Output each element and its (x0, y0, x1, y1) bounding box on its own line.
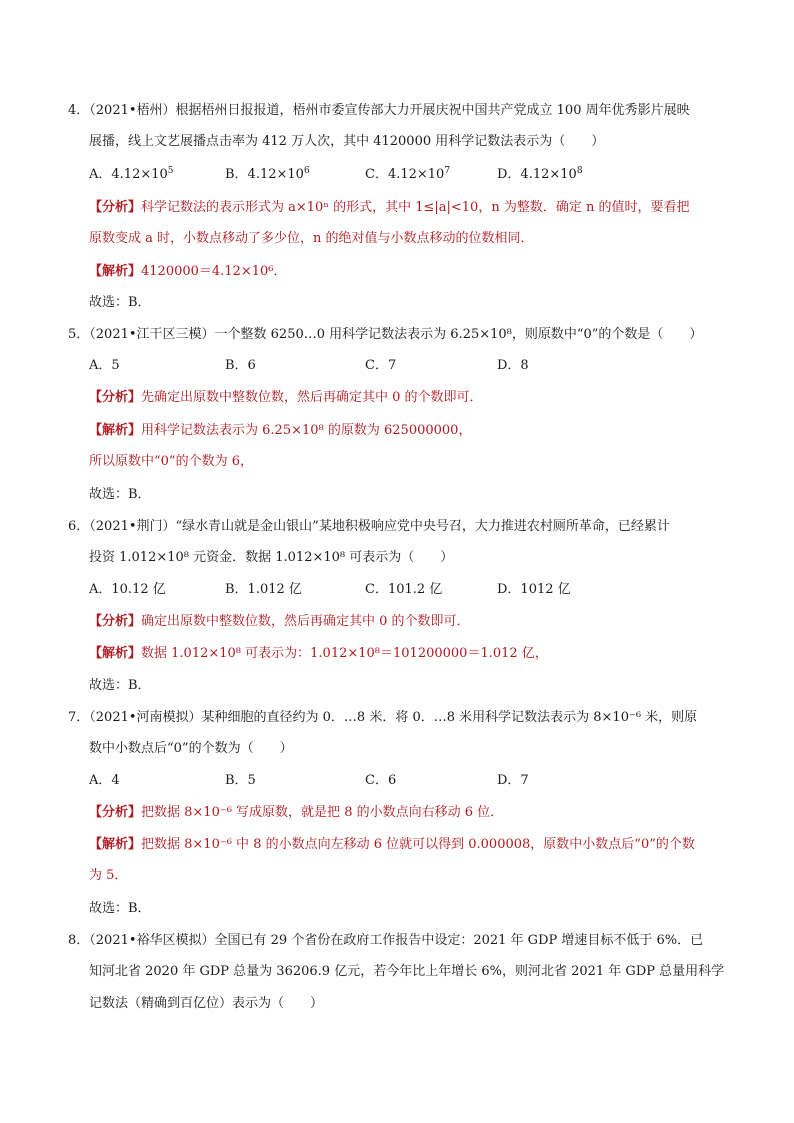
solution-tag: 【解析】 (89, 264, 142, 279)
q4-analysis-line-2: 原数变成 a 时，小数点移动了多少位，n 的绝对值与小数点移动的位数相同． (89, 231, 534, 246)
q7-analysis: 【分析】把数据 8×10⁻⁶ 写成原数，就是把 8 的小数点向右移动 6 位． (89, 805, 504, 820)
q7-stem-line-2: 数中小数点后“0”的个数为（ ） (89, 741, 293, 756)
q7-solution-line-1: 【解析】把数据 8×10⁻⁶ 中 8 的小数点向左移动 6 位就可以得到 0.000008，原数中小数点后“0”的个数 (89, 837, 695, 852)
q4-option-c: C．$4.12\times 10^7$ (365, 166, 451, 182)
analysis-tag: 【分析】 (89, 200, 142, 215)
solution-tag: 【解析】 (89, 837, 142, 852)
q6-stem-line-1: 6．（2021•荆门）“绿水青山就是金山银山”某地积极响应党中央号召，大力推进农村厕所革命，已经累计 (68, 519, 670, 534)
q6-option-d: D．1012 亿 (497, 582, 571, 597)
q7-stem-line-1: 7．（2021•河南模拟）某种细胞的直径约为 0．…8 米．将 0．…8 米用科学记数法表示为 8×10⁻⁶ 米，则原 (68, 710, 698, 725)
q8-stem-line-1: 8．（2021•裕华区模拟）全国已有 29 个省份在政府工作报告中设定：2021 年 GDP 增速目标不低于 6%．已 (68, 933, 704, 948)
q4-answer: 故选：B． (89, 295, 151, 310)
q5-solution-line-1: 【解析】用科学记数法表示为 6.25×10⁸ 的原数为 625000000， (89, 423, 472, 438)
q5-option-c: C．7 (365, 358, 397, 373)
q7-option-d: D．7 (497, 773, 529, 788)
q7-option-a: A．4 (89, 773, 120, 788)
q5-solution-line-2: 所以原数中“0”的个数为 6， (89, 454, 253, 469)
solution-tag: 【解析】 (89, 646, 142, 661)
q7-option-c: C．6 (365, 773, 397, 788)
q5-stem-line-1: 5．（2021•江干区三模）一个整数 6250…0 用科学记数法表示为 6.25×10⁸，则原数中“0”的个数是（ ） (68, 327, 703, 342)
q7-option-b: B．5 (225, 773, 256, 788)
q6-analysis: 【分析】确定出原数中整数位数，然后再确定其中 0 的个数即可． (89, 614, 470, 629)
q6-stem-line-2: 投资 1.012×10⁸ 元资金．数据 1.012×10⁸ 可表示为（ ） (89, 550, 454, 565)
analysis-tag: 【分析】 (89, 390, 142, 405)
q8-stem-line-3: 记数法（精确到百亿位）表示为（ ） (89, 996, 324, 1011)
q4-option-a: A．$4.12\times 10^5$ (89, 166, 174, 182)
q4-option-d: D．$4.12\times 10^8$ (497, 166, 583, 182)
q5-option-b: B．6 (225, 358, 256, 373)
q4-option-b: B．$4.12\times 10^6$ (225, 166, 310, 182)
q5-option-d: D．8 (497, 358, 529, 373)
q7-solution-line-2: 为 5． (89, 868, 128, 883)
q7-answer: 故选：B． (89, 901, 151, 916)
q6-answer: 故选：B． (89, 678, 151, 693)
q4-solution: 【解析】4120000＝4.12×10⁶． (89, 264, 287, 279)
q6-solution: 【解析】数据 1.012×10⁸ 可表示为：1.012×10⁸＝101200000＝1.012 亿， (89, 646, 548, 661)
analysis-tag: 【分析】 (89, 805, 142, 820)
q5-answer: 故选：B． (89, 487, 151, 502)
q6-option-c: C．101.2 亿 (365, 582, 443, 597)
q8-stem-line-2: 知河北省 2020 年 GDP 总量为 36206.9 亿元，若今年比上年增长 6%，则河北省 2021 年 GDP 总量用科学 (89, 964, 725, 979)
analysis-tag: 【分析】 (89, 614, 142, 629)
q5-option-a: A．5 (89, 358, 120, 373)
q5-analysis: 【分析】先确定出原数中整数位数，然后再确定其中 0 的个数即可． (89, 390, 483, 405)
q4-analysis-line-1: 【分析】科学记数法的表示形式为 a×10ⁿ 的形式，其中 1≤|a|<10，n 为整数．确定 n 的值时，要看把 (89, 200, 690, 215)
solution-tag: 【解析】 (89, 423, 142, 438)
q6-option-b: B．1.012 亿 (225, 582, 302, 597)
q4-stem-line-1: 4．（2021•梧州）根据梧州日报报道，梧州市委宣传部大力开展庆祝中国共产党成立 100 周年优秀影片展映 (68, 103, 690, 118)
q6-option-a: A．10.12 亿 (89, 582, 166, 597)
q4-stem-line-2: 展播，线上文艺展播点击率为 412 万人次，其中 4120000 用科学记数法表示为（ ） (89, 134, 605, 149)
